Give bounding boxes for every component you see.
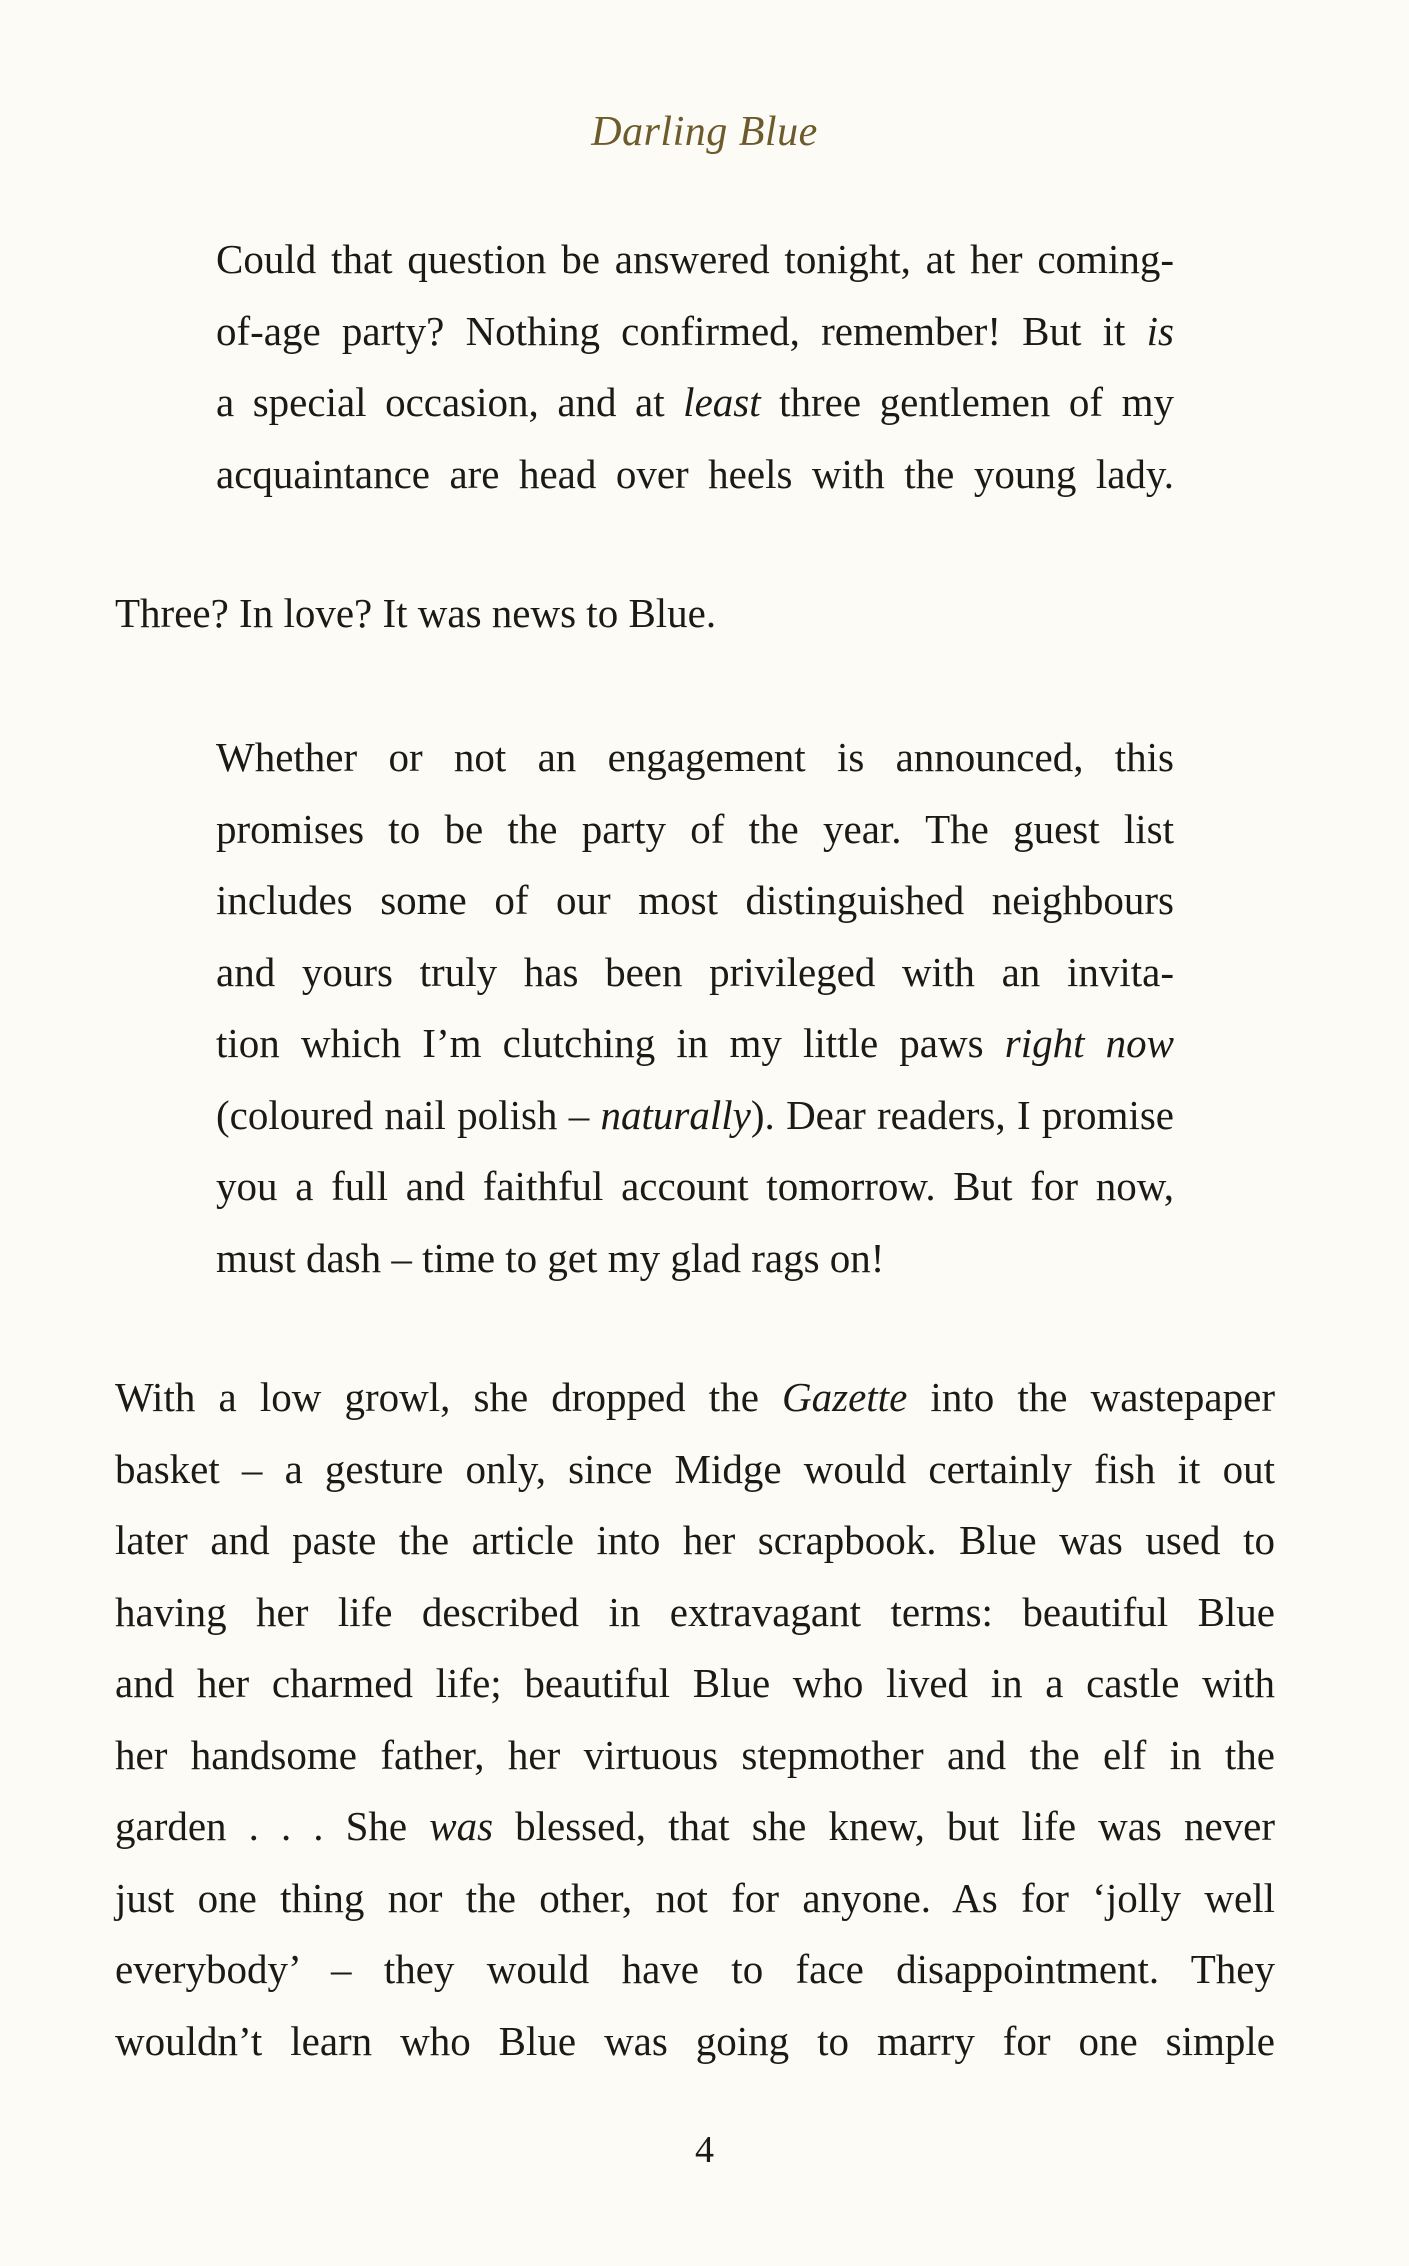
emphasis: was: [429, 1803, 494, 1849]
text-line: wouldn’t learn who Blue was going to marry for one simple: [115, 2017, 1275, 2064]
running-title: Darling Blue: [591, 109, 818, 155]
quoted-passage-1: [216, 224, 1174, 510]
text-line: a special occasion, and at least three gentlemen of my: [216, 379, 1174, 425]
text-line: Whether or not an engagement is announced, this: [216, 734, 1174, 780]
text-line: and her charmed life; beautiful Blue who lived in a castle with: [115, 1660, 1275, 1706]
text-line: you a full and faithful account tomorrow. But for now,: [216, 1163, 1174, 1209]
text-line: With a low growl, she dropped the Gazette into the wastepaper: [115, 1374, 1275, 1420]
text-line: basket – a gesture only, since Midge would certainly fish it out: [115, 1445, 1275, 1492]
text-line: later and paste the article into her scrapbook. Blue was used to: [115, 1517, 1275, 1563]
text-line: tion which I’m clutching in my little paws right now: [216, 1020, 1174, 1066]
emphasis: naturally: [600, 1091, 751, 1138]
narration-paragraph: [115, 1362, 1275, 2077]
text-line: Could that question be answered tonight, at her coming-: [216, 236, 1174, 282]
text-line: promises to be the party of the year. The guest list: [216, 805, 1174, 852]
text-line: everybody’ – they would have to face disappointment. They: [115, 1946, 1275, 1992]
emphasis: is: [1146, 307, 1174, 354]
text-line: just one thing nor the other, not for anyone. As for ‘jolly well: [115, 1874, 1275, 1921]
text-line: (coloured nail polish – naturally). Dear readers, I promise: [216, 1091, 1174, 1138]
text-line: includes some of our most distinguished neighbours: [216, 877, 1174, 923]
emphasis: Gazette: [782, 1374, 908, 1420]
page-number: 4: [695, 2129, 714, 2171]
text-line: acquaintance are head over heels with the young lady.: [216, 450, 1174, 497]
text-line: garden . . . She was blessed, that she knew, but life was never: [115, 1803, 1275, 1849]
text-line: her handsome father, her virtuous stepmother and the elf in the: [115, 1731, 1275, 1778]
emphasis: least: [683, 379, 761, 425]
text-line: and yours truly has been privileged with an invita-: [216, 948, 1174, 995]
narration-line: Three? In love? It was news to Blue.: [115, 590, 717, 636]
emphasis: right now: [1004, 1020, 1174, 1066]
text-line: of-age party? Nothing confirmed, remember! But it is: [216, 307, 1174, 354]
text-line: having her life described in extravagant terms: beautiful Blue: [115, 1588, 1275, 1635]
text-line: must dash – time to get my glad rags on!: [216, 1234, 885, 1281]
quoted-passage-2: [216, 722, 1174, 1294]
